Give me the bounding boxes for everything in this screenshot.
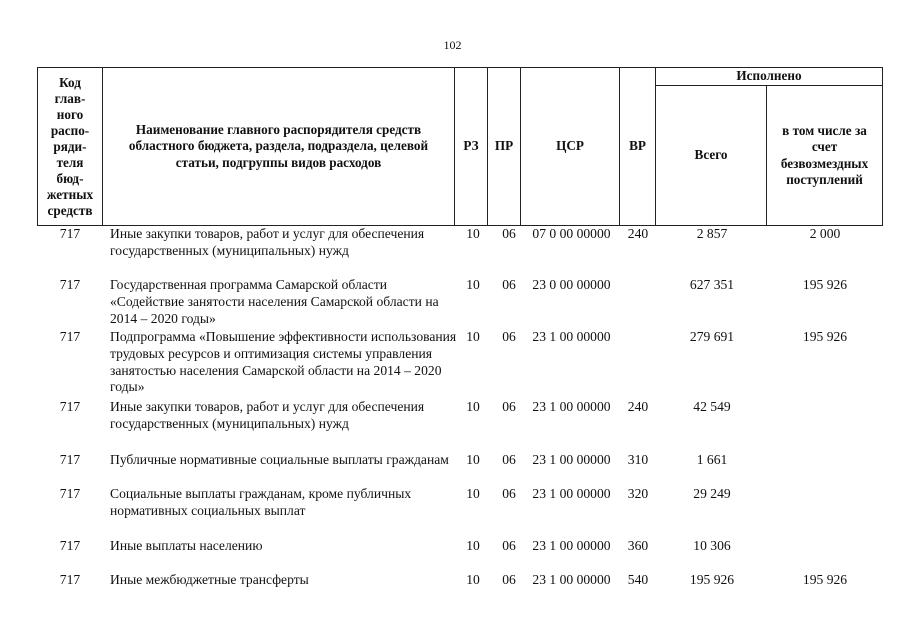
cell-total: 627 351 [689, 277, 735, 292]
cell-total: 10 306 [693, 538, 731, 553]
cell-name: Иные закупки товаров, работ и услуг для обеспечения государственных (муниципальных) нужд [110, 226, 425, 258]
cell-total: 29 249 [693, 486, 731, 501]
header-code-line: распо- [50, 122, 90, 138]
cell-vr: 360 [627, 538, 649, 553]
header-free-receipts-text: в том числе за счет безвозмездных поступлений [780, 123, 869, 187]
header-free-receipts [766, 85, 883, 226]
header-code [37, 67, 103, 226]
cell-pr: 06 [502, 538, 516, 553]
cell-csr: 23 0 00 00000 [532, 277, 611, 292]
cell-rz: 10 [466, 452, 480, 467]
header-csr: ЦСР [520, 67, 620, 226]
cell-vr: 320 [627, 486, 649, 501]
cell-pr: 06 [502, 277, 516, 292]
cell-code: 717 [59, 452, 81, 467]
cell-code: 717 [59, 329, 81, 344]
cell-name: Иные выплаты населению [110, 538, 263, 553]
cell-name: Иные закупки товаров, работ и услуг для обеспечения государственных (муниципальных) нужд [110, 399, 425, 431]
cell-pr: 06 [502, 226, 516, 241]
header-vr: ВР [619, 67, 656, 226]
cell-vr: 310 [627, 452, 649, 467]
cell-rz: 10 [466, 399, 480, 414]
cell-csr: 23 1 00 00000 [532, 538, 611, 553]
cell-vr: 540 [627, 572, 649, 587]
cell-csr: 23 1 00 00000 [532, 329, 611, 344]
header-executed: Исполнено [655, 67, 883, 86]
cell-rz: 10 [466, 277, 480, 292]
cell-csr: 23 1 00 00000 [532, 399, 611, 414]
cell-pr: 06 [502, 399, 516, 414]
cell-pr: 06 [502, 486, 516, 501]
header-name [102, 67, 455, 226]
cell-total: 42 549 [693, 399, 731, 414]
cell-csr: 07 0 00 00000 [532, 226, 611, 241]
cell-pr: 06 [502, 572, 516, 587]
cell-code: 717 [59, 486, 81, 501]
cell-total: 2 857 [696, 226, 728, 241]
cell-name: Иные межбюджетные трансферты [110, 572, 309, 587]
header-name-text: Наименование главного распорядителя средств областного бюджета, раздела, подраздела, целевой статьи, подгруппы видов расходов [128, 122, 429, 170]
cell-name: Публичные нормативные социальные выплаты гражданам [110, 452, 449, 467]
cell-name: Подпрограмма «Повышение эффективности использования трудовых ресурсов и оптимизация системы управления занятостью населения Самарской области на 2014 – 2020 годы» [110, 329, 457, 395]
header-code-line: средств [47, 202, 93, 218]
cell-code: 717 [59, 399, 81, 414]
cell-rz: 10 [466, 538, 480, 553]
cell-name: Социальные выплаты гражданам, кроме публичных нормативных социальных выплат [110, 486, 412, 518]
cell-rz: 10 [466, 226, 480, 241]
cell-total: 1 661 [696, 452, 728, 467]
cell-code: 717 [59, 538, 81, 553]
header-code-line: ряди- [53, 138, 87, 154]
cell-csr: 23 1 00 00000 [532, 486, 611, 501]
cell-csr: 23 1 00 00000 [532, 572, 611, 587]
cell-csr: 23 1 00 00000 [532, 452, 611, 467]
header-code-line: Код [59, 74, 81, 90]
cell-code: 717 [59, 572, 81, 587]
cell-name: Государственная программа Самарской области «Содействие занятости населения Самарской области на 2014 – 2020 годы» [110, 277, 439, 326]
cell-pr: 06 [502, 452, 516, 467]
cell-pr: 06 [502, 329, 516, 344]
cell-vr: 240 [627, 226, 649, 241]
header-code-line: теля [56, 154, 84, 170]
cell-free: 195 926 [802, 277, 848, 292]
header-pr: ПР [487, 67, 521, 226]
header-code-line: жетных [46, 186, 94, 202]
header-code-line: глав- [54, 90, 86, 106]
cell-total: 279 691 [689, 329, 735, 344]
cell-vr: 240 [627, 399, 649, 414]
page-number: 102 [443, 38, 462, 52]
table-header [37, 67, 883, 226]
header-total: Всего [655, 85, 767, 226]
cell-free: 195 926 [802, 329, 848, 344]
header-rz: РЗ [454, 67, 488, 226]
cell-free: 2 000 [809, 226, 841, 241]
header-code-line: ного [56, 106, 84, 122]
cell-code: 717 [59, 277, 81, 292]
cell-rz: 10 [466, 486, 480, 501]
cell-free: 195 926 [802, 572, 848, 587]
cell-total: 195 926 [689, 572, 735, 587]
header-code-line: бюд- [56, 170, 84, 186]
cell-rz: 10 [466, 329, 480, 344]
cell-rz: 10 [466, 572, 480, 587]
cell-code: 717 [59, 226, 81, 241]
